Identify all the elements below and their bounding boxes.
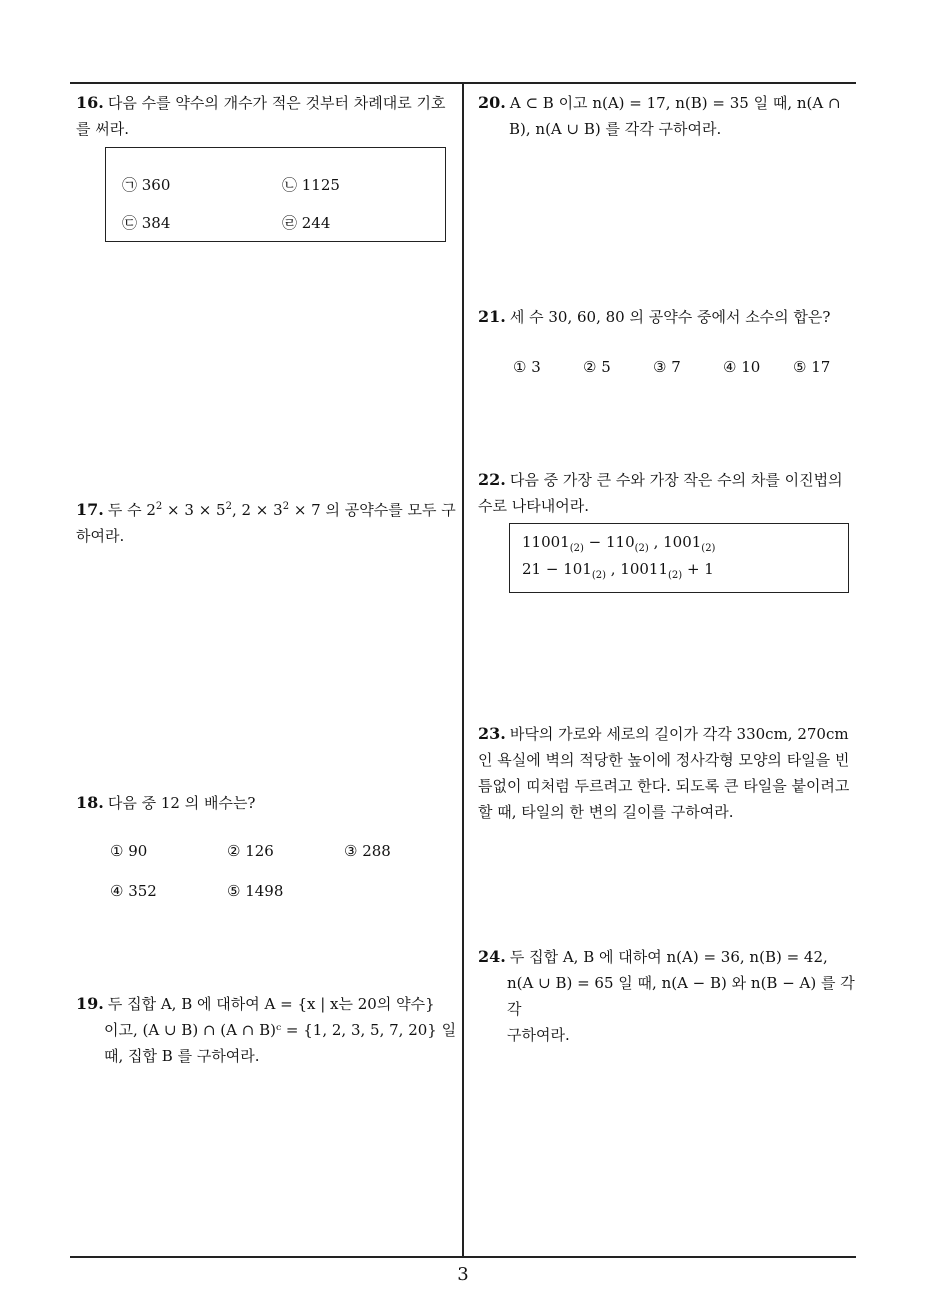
- question-number: 17.: [76, 500, 104, 519]
- option-3: ③ 288: [344, 842, 391, 860]
- column-divider: [462, 82, 464, 1257]
- question-number: 18.: [76, 793, 104, 812]
- question-line: [478, 944, 860, 970]
- choice-item: ㉡ 1125: [282, 176, 340, 194]
- base-subscript: (2): [634, 543, 649, 554]
- question-text: 바닥의 가로와 세로의 길이가 각각 330cm, 270cm 인 욕실에 벽의 적당한 높이에 정사각형 모양의 타일을 빈틈없이 띠처럼 두르려고 한다. 되도록 큰 타일을 붙이려고 할 때, 타일의 한 변의 길이를 구하여라.: [478, 725, 850, 821]
- expr-text: 21 − 101: [522, 560, 592, 578]
- choice-item: ㉢ 384: [122, 214, 171, 232]
- question-number: 16.: [76, 93, 104, 112]
- question-23: [478, 721, 860, 825]
- option-5: ⑤ 17: [793, 358, 831, 376]
- question-line: 이고, (A ∪ B) ∩ (A ∩ B)ᶜ = {1, 2, 3, 5, 7, 20} 일: [104, 1021, 457, 1039]
- expr-text: , 1001: [648, 533, 702, 551]
- question-line: 때, 집합 B 를 구하여라.: [104, 1047, 260, 1065]
- question-line: [76, 991, 458, 1017]
- question-18: [76, 790, 458, 816]
- question-number: 23.: [478, 724, 506, 743]
- question-line: 구하여라.: [507, 1026, 570, 1044]
- question-number: 19.: [76, 994, 104, 1013]
- choice-item: ㉣ 244: [282, 214, 331, 232]
- option-4: ④ 10: [723, 358, 761, 376]
- question-16: [76, 90, 458, 142]
- option-5: ⑤ 1498: [227, 882, 284, 900]
- question-text: 다음 중 12 의 배수는?: [107, 794, 256, 812]
- option-2: ② 5: [583, 358, 611, 376]
- option-1: ① 3: [513, 358, 541, 376]
- question-text: 두 집합 A, B 에 대하여 A = {x | x는 20의 약수}: [107, 995, 435, 1013]
- question-number: 21.: [478, 307, 506, 326]
- base-subscript: (2): [668, 570, 683, 581]
- question-number: 22.: [478, 470, 506, 489]
- question-number: 20.: [478, 93, 506, 112]
- question-text: × 7 의 공약수를 모두 구하여라.: [76, 501, 456, 545]
- expression-box: [509, 523, 849, 593]
- question-21: [478, 304, 860, 330]
- choice-box: [105, 147, 446, 242]
- option-1: ① 90: [110, 842, 148, 860]
- question-text: 두 수 2: [107, 501, 156, 519]
- expr-text: − 110: [583, 533, 635, 551]
- expr-text: + 1: [682, 560, 714, 578]
- question-text: × 3 × 5: [162, 501, 226, 519]
- question-text: 두 집합 A, B 에 대하여 n(A) = 36, n(B) = 42,: [509, 948, 828, 966]
- choice-item: ㉠ 360: [122, 176, 171, 194]
- question-24: [478, 944, 860, 1048]
- option-3: ③ 7: [653, 358, 681, 376]
- base-subscript: (2): [701, 543, 716, 554]
- base-subscript: (2): [591, 570, 606, 581]
- expr-text: , 10011: [606, 560, 669, 578]
- question-19: [76, 991, 458, 1069]
- exponent: 2: [155, 501, 163, 512]
- base-subscript: (2): [569, 543, 584, 554]
- question-line: [478, 90, 860, 116]
- question-22: [478, 467, 860, 519]
- page-number: 3: [457, 1264, 469, 1285]
- expr-text: 11001: [522, 533, 570, 551]
- question-text: A ⊂ B 이고 n(A) = 17, n(B) = 35 일 때, n(A ∩: [509, 94, 841, 112]
- question-number: 24.: [478, 947, 506, 966]
- expression-row-1: [522, 533, 715, 554]
- exponent: 2: [225, 501, 232, 512]
- question-text: 세 수 30, 60, 80 의 공약수 중에서 소수의 합은?: [509, 308, 831, 326]
- option-4: ④ 352: [110, 882, 157, 900]
- question-text: 다음 수를 약수의 개수가 적은 것부터 차례대로 기호를 써라.: [76, 94, 446, 138]
- exponent: 2: [282, 501, 290, 512]
- question-20: [478, 90, 860, 142]
- bottom-rule: [70, 1256, 856, 1258]
- question-text: , 2 × 3: [231, 501, 283, 519]
- question-line: n(A ∪ B) = 65 일 때, n(A − B) 와 n(B − A) 를 각각: [507, 974, 855, 1018]
- question-17: [76, 494, 458, 549]
- question-text: 다음 중 가장 큰 수와 가장 작은 수의 차를 이진법의 수로 나타내어라.: [478, 471, 843, 515]
- option-2: ② 126: [227, 842, 274, 860]
- expression-row-2: [522, 560, 714, 581]
- question-line: B), n(A ∪ B) 를 각각 구하여라.: [509, 120, 722, 138]
